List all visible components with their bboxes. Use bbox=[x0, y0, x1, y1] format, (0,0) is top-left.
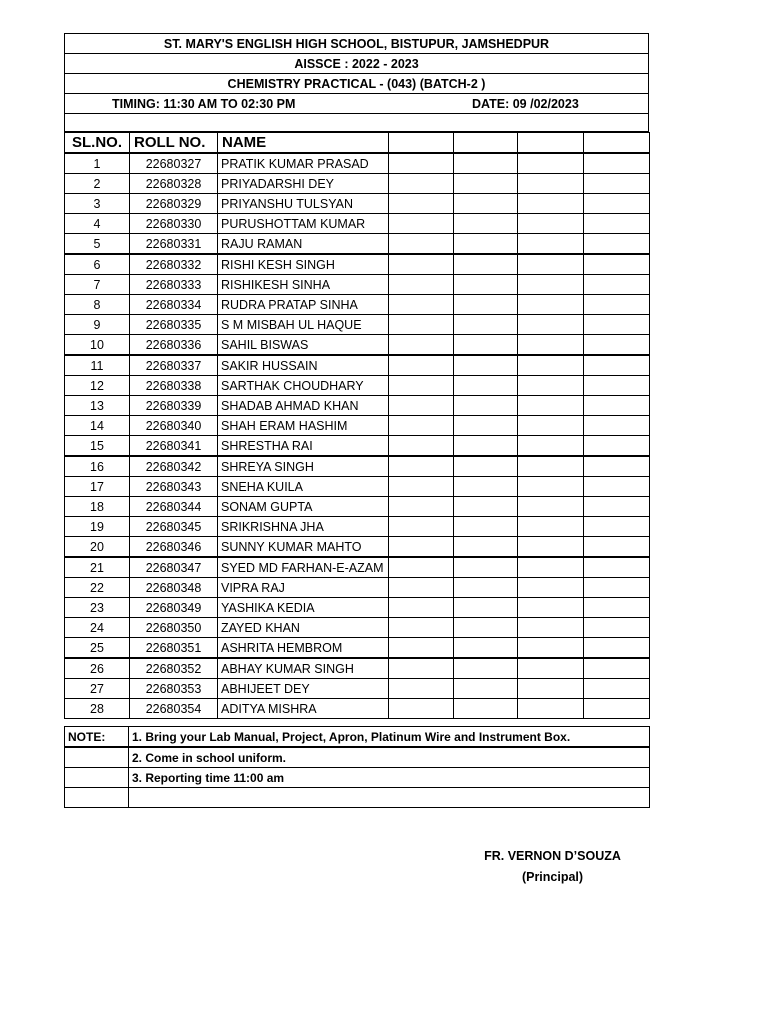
blank-cell bbox=[389, 618, 454, 638]
note-item: 3. Reporting time 11:00 am bbox=[129, 768, 650, 788]
table-header-row bbox=[65, 133, 650, 154]
exam-session: AISSCE : 2022 - 2023 bbox=[65, 54, 649, 74]
roll-number-cell: 22680348 bbox=[130, 578, 218, 598]
blank-cell bbox=[454, 335, 518, 356]
blank-row bbox=[65, 114, 649, 132]
blank-cell bbox=[389, 598, 454, 618]
blank-cell bbox=[518, 537, 584, 558]
serial-number-cell: 13 bbox=[65, 396, 130, 416]
blank-cell bbox=[454, 396, 518, 416]
roll-number-cell: 22680350 bbox=[130, 618, 218, 638]
student-name-cell: ZAYED KHAN bbox=[218, 618, 389, 638]
col-header-blank bbox=[454, 133, 518, 154]
table-row bbox=[65, 679, 650, 699]
blank-cell bbox=[389, 376, 454, 396]
principal-name: FR. VERNON D’SOUZA bbox=[484, 849, 621, 863]
student-name-cell: ADITYA MISHRA bbox=[218, 699, 389, 719]
timing-date-row bbox=[65, 94, 649, 114]
student-name-cell: SYED MD FARHAN-E-AZAM bbox=[218, 557, 389, 578]
blank-cell bbox=[454, 153, 518, 174]
blank-cell bbox=[518, 658, 584, 679]
roll-number-cell: 22680338 bbox=[130, 376, 218, 396]
student-name-cell: SNEHA KUILA bbox=[218, 477, 389, 497]
blank-cell bbox=[389, 638, 454, 659]
blank-cell bbox=[389, 537, 454, 558]
blank-cell bbox=[584, 537, 650, 558]
student-name-cell: S M MISBAH UL HAQUE bbox=[218, 315, 389, 335]
student-name-cell: PRIYANSHU TULSYAN bbox=[218, 194, 389, 214]
serial-number-cell: 2 bbox=[65, 174, 130, 194]
serial-number-cell: 4 bbox=[65, 214, 130, 234]
blank-cell bbox=[389, 234, 454, 255]
serial-number-cell: 21 bbox=[65, 557, 130, 578]
roll-number-cell: 22680336 bbox=[130, 335, 218, 356]
roll-number-cell: 22680353 bbox=[130, 679, 218, 699]
blank-cell bbox=[454, 598, 518, 618]
table-row bbox=[65, 638, 650, 659]
blank-cell bbox=[389, 355, 454, 376]
table-row bbox=[65, 376, 650, 396]
blank-cell bbox=[584, 436, 650, 457]
blank-cell bbox=[389, 497, 454, 517]
serial-number-cell: 23 bbox=[65, 598, 130, 618]
table-row bbox=[65, 335, 650, 356]
table-row bbox=[65, 416, 650, 436]
blank-cell bbox=[584, 315, 650, 335]
table-row bbox=[65, 517, 650, 537]
col-header-blank bbox=[584, 133, 650, 154]
header-block bbox=[64, 33, 649, 132]
blank-cell bbox=[454, 234, 518, 255]
blank-cell bbox=[389, 214, 454, 234]
serial-number-cell: 7 bbox=[65, 275, 130, 295]
table-row bbox=[65, 578, 650, 598]
blank-cell bbox=[389, 477, 454, 497]
table-row bbox=[65, 557, 650, 578]
table-row bbox=[65, 436, 650, 457]
student-name-cell: SAHIL BISWAS bbox=[218, 335, 389, 356]
blank-cell bbox=[454, 477, 518, 497]
serial-number-cell: 14 bbox=[65, 416, 130, 436]
col-header-name: NAME bbox=[218, 133, 389, 154]
roll-number-cell: 22680352 bbox=[130, 658, 218, 679]
blank-cell bbox=[584, 194, 650, 214]
blank-cell bbox=[454, 658, 518, 679]
blank-cell bbox=[584, 477, 650, 497]
serial-number-cell: 16 bbox=[65, 456, 130, 477]
blank-cell bbox=[454, 254, 518, 275]
blank-cell bbox=[389, 153, 454, 174]
serial-number-cell: 10 bbox=[65, 335, 130, 356]
blank-cell bbox=[518, 234, 584, 255]
blank-cell bbox=[584, 174, 650, 194]
student-name-cell: PRATIK KUMAR PRASAD bbox=[218, 153, 389, 174]
table-row bbox=[65, 456, 650, 477]
table-row bbox=[65, 295, 650, 315]
attendance-sheet bbox=[64, 33, 649, 719]
student-name-cell: ABHAY KUMAR SINGH bbox=[218, 658, 389, 679]
table-row bbox=[65, 477, 650, 497]
blank-cell bbox=[584, 355, 650, 376]
serial-number-cell: 3 bbox=[65, 194, 130, 214]
student-name-cell: RISHIKESH SINHA bbox=[218, 275, 389, 295]
blank-cell bbox=[389, 254, 454, 275]
serial-number-cell: 22 bbox=[65, 578, 130, 598]
student-name-cell: SARTHAK CHOUDHARY bbox=[218, 376, 389, 396]
roll-number-cell: 22680343 bbox=[130, 477, 218, 497]
school-name: ST. MARY'S ENGLISH HIGH SCHOOL, BISTUPUR, JAMSHEDPUR bbox=[65, 34, 649, 54]
blank-cell bbox=[584, 396, 650, 416]
table-row bbox=[65, 194, 650, 214]
serial-number-cell: 27 bbox=[65, 679, 130, 699]
blank-cell bbox=[389, 335, 454, 356]
roll-number-cell: 22680331 bbox=[130, 234, 218, 255]
blank-cell bbox=[389, 578, 454, 598]
principal-title: (Principal) bbox=[521, 870, 584, 884]
serial-number-cell: 24 bbox=[65, 618, 130, 638]
blank-cell bbox=[584, 416, 650, 436]
table-row bbox=[65, 355, 650, 376]
student-name-cell: PURUSHOTTAM KUMAR bbox=[218, 214, 389, 234]
blank-cell bbox=[584, 679, 650, 699]
table-row bbox=[65, 275, 650, 295]
table-row bbox=[65, 537, 650, 558]
blank-cell bbox=[584, 214, 650, 234]
student-name-cell: SHAH ERAM HASHIM bbox=[218, 416, 389, 436]
table-row bbox=[65, 234, 650, 255]
blank-cell bbox=[584, 376, 650, 396]
blank-cell bbox=[584, 578, 650, 598]
blank-cell bbox=[518, 295, 584, 315]
blank-cell bbox=[389, 416, 454, 436]
serial-number-cell: 5 bbox=[65, 234, 130, 255]
serial-number-cell: 8 bbox=[65, 295, 130, 315]
serial-number-cell: 28 bbox=[65, 699, 130, 719]
student-name-cell: SHADAB AHMAD KHAN bbox=[218, 396, 389, 416]
blank-cell bbox=[518, 699, 584, 719]
blank-cell bbox=[454, 214, 518, 234]
blank-cell bbox=[454, 578, 518, 598]
blank-cell bbox=[454, 699, 518, 719]
roll-number-cell: 22680334 bbox=[130, 295, 218, 315]
student-name-cell: RAJU RAMAN bbox=[218, 234, 389, 255]
roll-number-cell: 22680329 bbox=[130, 194, 218, 214]
serial-number-cell: 1 bbox=[65, 153, 130, 174]
blank-cell bbox=[389, 456, 454, 477]
note-label-blank bbox=[65, 747, 129, 768]
blank-cell bbox=[454, 295, 518, 315]
student-table bbox=[64, 132, 650, 719]
table-row bbox=[65, 598, 650, 618]
student-name-cell: RUDRA PRATAP SINHA bbox=[218, 295, 389, 315]
note-block bbox=[64, 726, 650, 808]
blank-cell bbox=[518, 355, 584, 376]
roll-number-cell: 22680346 bbox=[130, 537, 218, 558]
table-row bbox=[65, 618, 650, 638]
blank-cell bbox=[584, 295, 650, 315]
serial-number-cell: 17 bbox=[65, 477, 130, 497]
blank-cell bbox=[584, 517, 650, 537]
blank-cell bbox=[584, 335, 650, 356]
blank-cell bbox=[518, 174, 584, 194]
serial-number-cell: 18 bbox=[65, 497, 130, 517]
blank-cell bbox=[518, 416, 584, 436]
roll-number-cell: 22680341 bbox=[130, 436, 218, 457]
blank-cell bbox=[454, 275, 518, 295]
table-row bbox=[65, 254, 650, 275]
serial-number-cell: 15 bbox=[65, 436, 130, 457]
col-header-sl: SL.NO. bbox=[65, 133, 130, 154]
serial-number-cell: 6 bbox=[65, 254, 130, 275]
table-row bbox=[65, 214, 650, 234]
table-row bbox=[65, 315, 650, 335]
blank-cell bbox=[584, 275, 650, 295]
roll-number-cell: 22680351 bbox=[130, 638, 218, 659]
col-header-blank bbox=[389, 133, 454, 154]
table-row bbox=[65, 174, 650, 194]
roll-number-cell: 22680328 bbox=[130, 174, 218, 194]
blank-cell bbox=[454, 497, 518, 517]
student-name-cell: PRIYADARSHI DEY bbox=[218, 174, 389, 194]
blank-cell bbox=[584, 658, 650, 679]
blank-cell bbox=[389, 658, 454, 679]
note-item: 1. Bring your Lab Manual, Project, Apron, Platinum Wire and Instrument Box. bbox=[129, 727, 650, 748]
note-label: NOTE: bbox=[65, 727, 129, 748]
blank-cell bbox=[518, 254, 584, 275]
blank-cell bbox=[454, 456, 518, 477]
blank-cell bbox=[518, 557, 584, 578]
student-name-cell: SHRESTHA RAI bbox=[218, 436, 389, 457]
student-name-cell: SONAM GUPTA bbox=[218, 497, 389, 517]
blank-cell bbox=[518, 638, 584, 659]
blank-cell bbox=[454, 537, 518, 558]
exam-date: DATE: 09 /02/2023 bbox=[472, 96, 579, 111]
blank-cell bbox=[454, 416, 518, 436]
note-label-blank bbox=[65, 768, 129, 788]
blank-cell bbox=[389, 295, 454, 315]
blank-cell bbox=[454, 376, 518, 396]
serial-number-cell: 9 bbox=[65, 315, 130, 335]
blank-cell bbox=[518, 194, 584, 214]
blank-cell bbox=[389, 699, 454, 719]
blank-cell bbox=[389, 436, 454, 457]
blank-cell bbox=[518, 456, 584, 477]
roll-number-cell: 22680327 bbox=[130, 153, 218, 174]
blank-cell bbox=[454, 355, 518, 376]
signature-block bbox=[470, 846, 635, 888]
blank-cell bbox=[584, 153, 650, 174]
roll-number-cell: 22680349 bbox=[130, 598, 218, 618]
note-item-blank bbox=[129, 788, 650, 808]
blank-cell bbox=[584, 254, 650, 275]
blank-cell bbox=[518, 679, 584, 699]
table-row bbox=[65, 658, 650, 679]
roll-number-cell: 22680337 bbox=[130, 355, 218, 376]
student-name-cell: ASHRITA HEMBROM bbox=[218, 638, 389, 659]
col-header-blank bbox=[518, 133, 584, 154]
note-item: 2. Come in school uniform. bbox=[129, 747, 650, 768]
roll-number-cell: 22680342 bbox=[130, 456, 218, 477]
table-row bbox=[65, 396, 650, 416]
table-row bbox=[65, 497, 650, 517]
blank-cell bbox=[454, 174, 518, 194]
blank-cell bbox=[518, 497, 584, 517]
blank-cell bbox=[518, 153, 584, 174]
exam-timing: TIMING: 11:30 AM TO 02:30 PM bbox=[112, 96, 296, 111]
roll-number-cell: 22680335 bbox=[130, 315, 218, 335]
note-label-blank bbox=[65, 788, 129, 808]
blank-cell bbox=[518, 517, 584, 537]
blank-cell bbox=[389, 194, 454, 214]
blank-cell bbox=[518, 214, 584, 234]
blank-cell bbox=[454, 194, 518, 214]
blank-cell bbox=[584, 497, 650, 517]
serial-number-cell: 19 bbox=[65, 517, 130, 537]
blank-cell bbox=[518, 315, 584, 335]
blank-cell bbox=[518, 477, 584, 497]
student-name-cell: RISHI KESH SINGH bbox=[218, 254, 389, 275]
roll-number-cell: 22680339 bbox=[130, 396, 218, 416]
blank-cell bbox=[584, 557, 650, 578]
blank-cell bbox=[584, 598, 650, 618]
blank-cell bbox=[454, 557, 518, 578]
serial-number-cell: 26 bbox=[65, 658, 130, 679]
blank-cell bbox=[454, 315, 518, 335]
roll-number-cell: 22680345 bbox=[130, 517, 218, 537]
student-name-cell: SRIKRISHNA JHA bbox=[218, 517, 389, 537]
serial-number-cell: 11 bbox=[65, 355, 130, 376]
blank-cell bbox=[454, 517, 518, 537]
blank-cell bbox=[584, 234, 650, 255]
table-body bbox=[65, 153, 650, 719]
table-row bbox=[65, 699, 650, 719]
blank-cell bbox=[584, 638, 650, 659]
blank-cell bbox=[584, 456, 650, 477]
roll-number-cell: 22680347 bbox=[130, 557, 218, 578]
blank-cell bbox=[454, 638, 518, 659]
student-name-cell: SHREYA SINGH bbox=[218, 456, 389, 477]
roll-number-cell: 22680344 bbox=[130, 497, 218, 517]
serial-number-cell: 25 bbox=[65, 638, 130, 659]
subject-batch: CHEMISTRY PRACTICAL - (043) (BATCH-2 ) bbox=[65, 74, 649, 94]
blank-cell bbox=[518, 578, 584, 598]
blank-cell bbox=[454, 436, 518, 457]
blank-cell bbox=[389, 396, 454, 416]
roll-number-cell: 22680332 bbox=[130, 254, 218, 275]
student-name-cell: VIPRA RAJ bbox=[218, 578, 389, 598]
blank-cell bbox=[389, 275, 454, 295]
student-name-cell: SAKIR HUSSAIN bbox=[218, 355, 389, 376]
serial-number-cell: 20 bbox=[65, 537, 130, 558]
blank-cell bbox=[518, 436, 584, 457]
roll-number-cell: 22680354 bbox=[130, 699, 218, 719]
table-row bbox=[65, 153, 650, 174]
blank-cell bbox=[518, 618, 584, 638]
blank-cell bbox=[518, 598, 584, 618]
blank-cell bbox=[389, 174, 454, 194]
blank-cell bbox=[454, 618, 518, 638]
student-name-cell: YASHIKA KEDIA bbox=[218, 598, 389, 618]
blank-cell bbox=[518, 275, 584, 295]
roll-number-cell: 22680333 bbox=[130, 275, 218, 295]
roll-number-cell: 22680330 bbox=[130, 214, 218, 234]
blank-cell bbox=[584, 699, 650, 719]
blank-cell bbox=[584, 618, 650, 638]
serial-number-cell: 12 bbox=[65, 376, 130, 396]
blank-cell bbox=[518, 396, 584, 416]
blank-cell bbox=[518, 376, 584, 396]
blank-cell bbox=[389, 679, 454, 699]
blank-cell bbox=[389, 557, 454, 578]
col-header-roll: ROLL NO. bbox=[130, 133, 218, 154]
blank-cell bbox=[454, 679, 518, 699]
blank-cell bbox=[389, 517, 454, 537]
blank-cell bbox=[389, 315, 454, 335]
student-name-cell: SUNNY KUMAR MAHTO bbox=[218, 537, 389, 558]
student-name-cell: ABHIJEET DEY bbox=[218, 679, 389, 699]
blank-cell bbox=[518, 335, 584, 356]
roll-number-cell: 22680340 bbox=[130, 416, 218, 436]
